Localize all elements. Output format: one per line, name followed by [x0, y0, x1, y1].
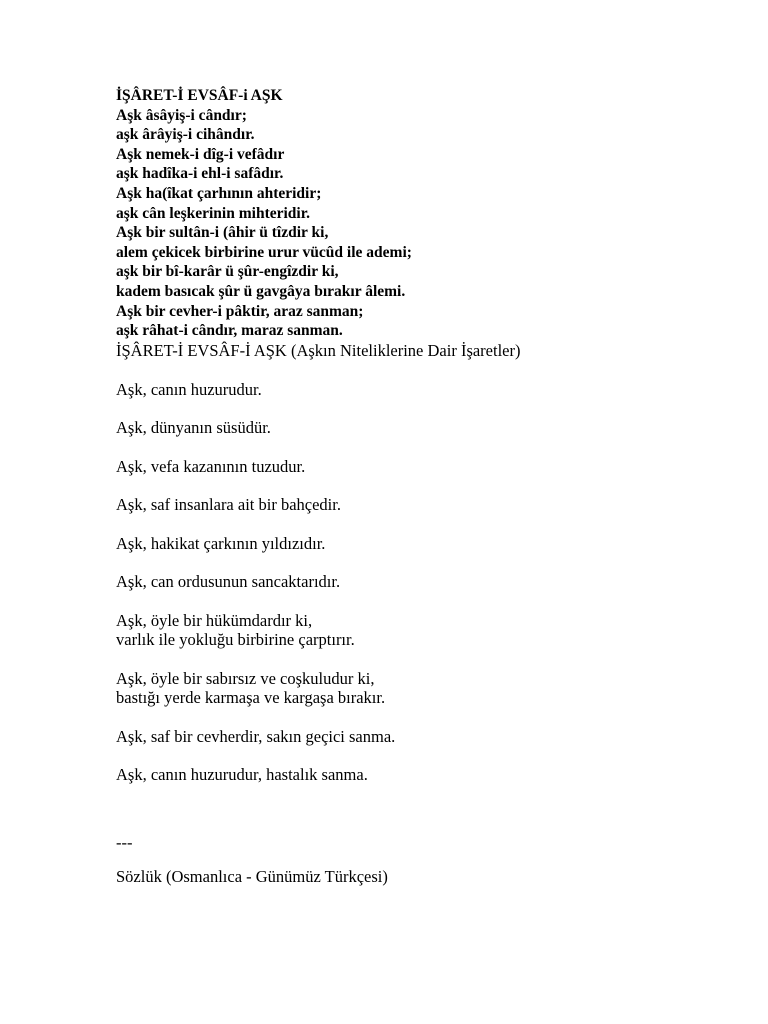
translation-line: Aşk, can ordusunun sancaktarıdır. [116, 572, 341, 592]
translation-stanza [116, 611, 736, 650]
translation-line: Aşk, dünyanın süsüdür. [116, 418, 271, 438]
original-title: İŞÂRET-İ EVSÂF-i AŞK [116, 87, 283, 104]
glossary-title: Sözlük (Osmanlıca - Günümüz Türkçesi) [116, 866, 388, 886]
original-line: Aşk nemek-i dîg-i vefâdır [116, 145, 285, 163]
translation-line: varlık ile yokluğu birbirine çarptırır. [116, 630, 355, 650]
translation-stanza [116, 380, 736, 400]
original-line: aşk bir bî-karâr ü şûr-engîzdir ki, [116, 263, 339, 281]
translation-line: Aşk, saf bir cevherdir, sakın geçici sanma. [116, 726, 396, 746]
original-line: Aşk âsâyiş-i cândır; [116, 106, 247, 124]
section-separator: --- [116, 832, 133, 852]
translation-stanza [116, 418, 736, 438]
translation-stanza [116, 727, 736, 747]
original-line: aşk râhat-i cândır, maraz sanman. [116, 322, 343, 340]
original-line: Aşk bir cevher-i pâktir, araz sanman; [116, 302, 364, 320]
translation-line: Aşk, hakikat çarkının yıldızıdır. [116, 533, 326, 553]
original-line: Aşk bir sultân-i (âhir ü tîzdir ki, [116, 224, 329, 242]
translation-line: Aşk, vefa kazanının tuzudur. [116, 456, 306, 476]
original-line: kadem basıcak şûr ü gavgâya bırakır âlemi. [116, 282, 406, 300]
translation-line: bastığı yerde karmaşa ve kargaşa bırakır. [116, 688, 386, 708]
translation-line: Aşk, öyle bir hükümdardır ki, [116, 610, 313, 630]
original-line: aşk cân leşkerinin mihteridir. [116, 204, 311, 222]
translation-stanza [116, 495, 736, 515]
original-poem [116, 86, 736, 341]
translation-line: Aşk, canın huzurudur. [116, 379, 262, 399]
original-line: aşk ârâyiş-i cihândır. [116, 126, 255, 144]
original-line: Aşk ha(îkat çarhının ahteridir; [116, 184, 322, 202]
translation-stanza [116, 765, 736, 785]
translation-line: Aşk, canın huzurudur, hastalık sanma. [116, 765, 368, 785]
translation-title: İŞÂRET-İ EVSÂF-İ AŞK (Aşkın Niteliklerine Dair İşaretler) [116, 340, 521, 360]
translation-stanza [116, 669, 736, 708]
translation-line: Aşk, saf insanlara ait bir bahçedir. [116, 495, 341, 515]
translation-stanza [116, 457, 736, 477]
translation-stanza [116, 572, 736, 592]
original-line: aşk hadîka-i ehl-i safâdır. [116, 165, 284, 183]
document-page [116, 86, 736, 887]
translation-line: Aşk, öyle bir sabırsız ve coşkuludur ki, [116, 668, 375, 688]
translation-stanza [116, 534, 736, 554]
original-line: alem çekicek birbirine urur vücûd ile ademi; [116, 243, 412, 261]
